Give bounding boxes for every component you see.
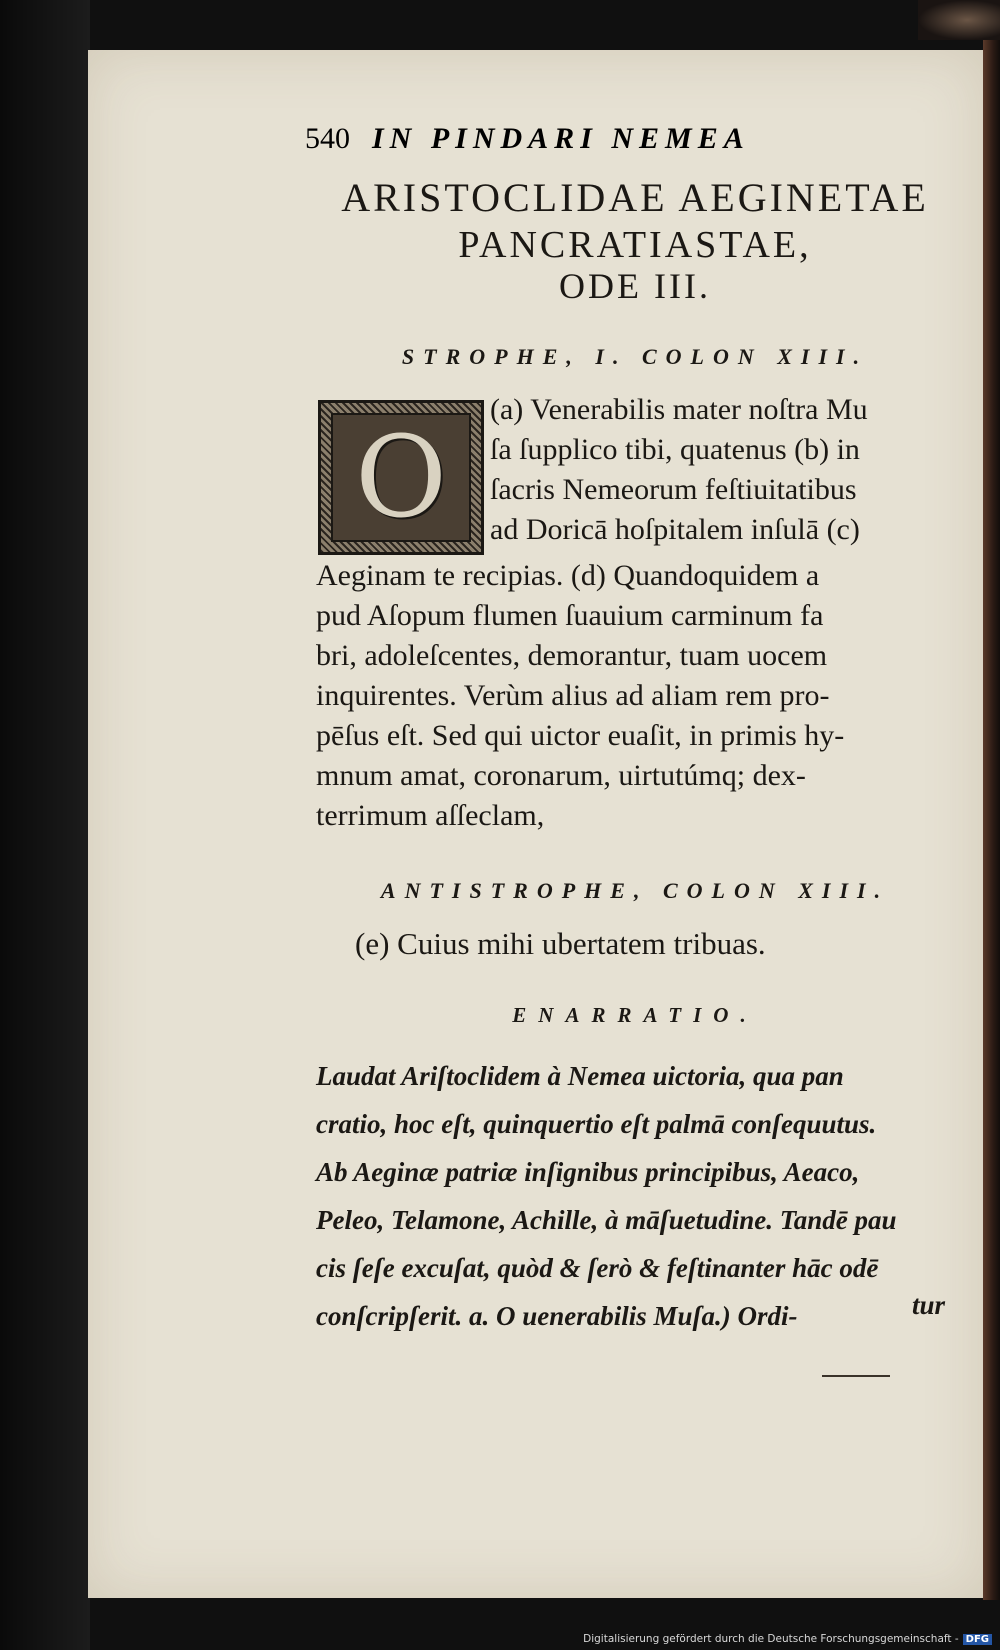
- text-line: Laudat Ariſtoclidem à Nemea uictoria, qua pan: [316, 1061, 844, 1091]
- initial-letter: O: [355, 412, 447, 543]
- text-line: inquirentes. Verùm alius ad aliam rem pro-: [316, 679, 830, 712]
- strophe-text-beside-initial: [490, 390, 868, 550]
- scan-background-left: [0, 0, 90, 1650]
- text-line: pud Aſopum flumen ſuauium carminum fa: [316, 599, 824, 632]
- text-line: ſa ſupplico tibi, quatenus (b) in: [490, 433, 860, 466]
- text-line: conſcripſerit. a. O uenerabilis Muſa.) Ordi-: [316, 1301, 798, 1331]
- enarratio-heading: ENARRATIO.: [512, 1003, 758, 1027]
- footer-credit: Digitalisierung gefördert durch die Deutsche Forschungsgemeinschaft -: [583, 1633, 959, 1645]
- text-line: Aeginam te recipias. (d) Quandoquidem a: [316, 559, 820, 592]
- ode-title-line-2: PANCRATIASTAE,: [458, 224, 812, 266]
- bottom-rule: [822, 1375, 890, 1377]
- text-line: terrimum aſſeclam,: [316, 799, 545, 832]
- text-line: (a) Venerabilis mater noſtra Mu: [490, 393, 868, 426]
- running-head: [305, 122, 905, 156]
- digitization-footer: [583, 1630, 992, 1648]
- catchword: tur: [912, 1290, 946, 1320]
- text-line: cratio, hoc eſt, quinquertio eſt palmā conſequutus.: [316, 1109, 877, 1139]
- text-line: ſacris Nemeorum feſtiuitatibus: [490, 473, 857, 506]
- text-line: ad Doricā hoſpitalem inſulā (c): [490, 513, 860, 546]
- strophe-heading: STROPHE, I. COLON XIII.: [401, 344, 869, 369]
- ode-title-line-3: ODE III.: [559, 266, 711, 306]
- running-title: IN PINDARI NEMEA: [372, 122, 750, 155]
- page-edge: [983, 40, 1000, 1600]
- text-line: cis ſeſe excuſat, quòd & ſerò & feſtinanter hāc odē: [316, 1253, 879, 1283]
- antistrophe-heading: ANTISTROPHE, COLON XIII.: [380, 878, 890, 903]
- decorated-initial: [318, 400, 484, 555]
- text-line: pēſus eſt. Sed qui uictor euaſit, in primis hy-: [316, 719, 845, 752]
- scan-corner-shadow: [918, 0, 1000, 40]
- strophe-text: [316, 556, 844, 836]
- text-line: mnum amat, coronarum, uirtutúmq; dex-: [316, 759, 806, 792]
- text-line: Peleo, Telamone, Achille, à māſuetudine. Tandē pau: [316, 1205, 897, 1235]
- page-number: 540: [305, 122, 350, 155]
- dfg-logo: DFG: [963, 1634, 992, 1645]
- enarratio-text: [316, 1052, 897, 1340]
- text-line: Ab Aeginæ patriæ inſignibus principibus, Aeaco,: [316, 1157, 860, 1187]
- ode-title-line-1: ARISTOCLIDAE AEGINETAE: [341, 175, 929, 220]
- text-line: bri, adoleſcentes, demorantur, tuam uocem: [316, 639, 828, 672]
- antistrophe-text: (e) Cuius mihi ubertatem tribuas.: [355, 926, 766, 961]
